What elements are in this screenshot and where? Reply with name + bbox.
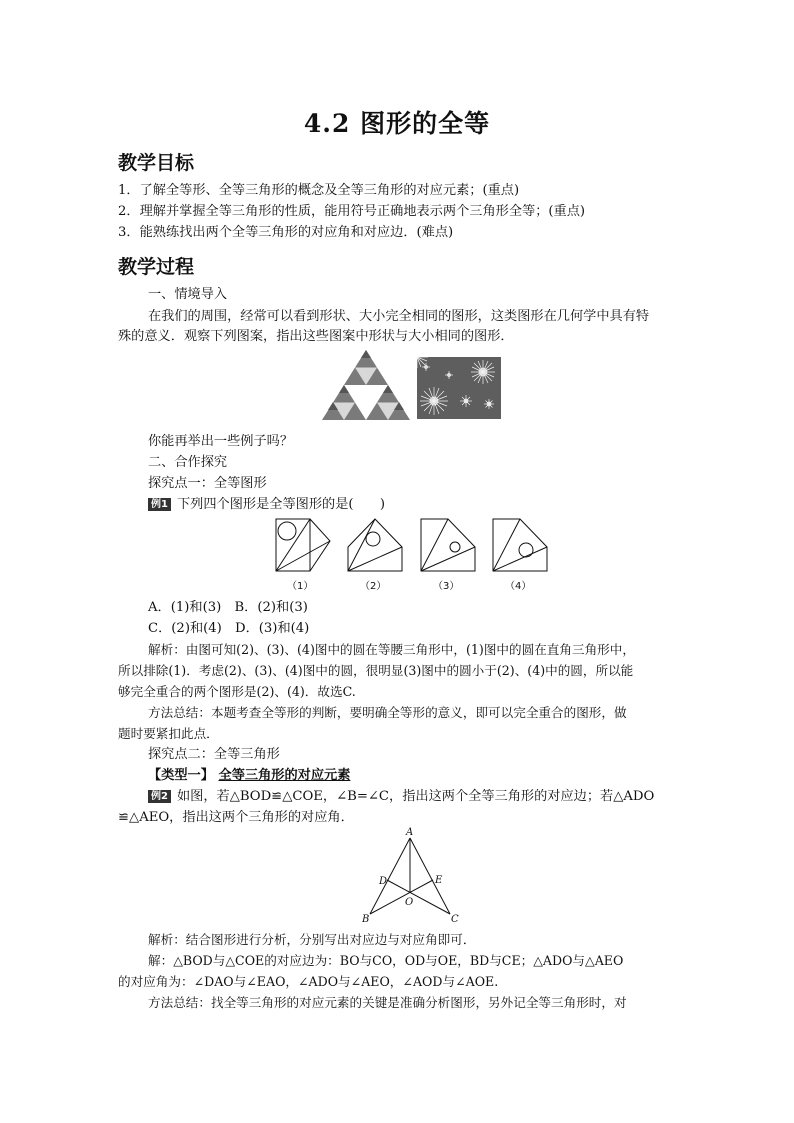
goal-item-1: 1．了解全等形、全等三角形的概念及全等三角形的对应元素；(重点) bbox=[118, 183, 520, 198]
type1-prefix: 【类型一】 bbox=[148, 768, 214, 783]
example1-text: 下列四个图形是全等图形的是( ) bbox=[176, 497, 386, 512]
example2-solution-1: 解：△BOD与△COE的对应边为：BO与CO，OD与OE，BD与CE；△ADO与△AEO bbox=[148, 953, 624, 968]
figure-1 bbox=[272, 517, 332, 573]
example2-text-1: 如图，若△BOD≌△COE，∠B=∠C，指出这两个全等三角形的对应边；若△ADO bbox=[176, 789, 655, 804]
figure-2 bbox=[345, 517, 405, 573]
goal-item-3: 3．能熟练找出两个全等三角形的对应角和对应边．(难点) bbox=[118, 225, 454, 240]
example1-analysis-2: 所以排除(1)．考虑(2)、(3)、(4)图中的圆，很明显(3)图中的圆小于(2)、(4)中的圆，所以能 bbox=[118, 663, 634, 678]
coop-title: 二、合作探究 bbox=[148, 455, 228, 470]
process-heading: 教学过程 bbox=[118, 256, 195, 278]
point-b-label: B bbox=[362, 914, 370, 925]
example1-analysis-1: 解析：由图可知(2)、(3)、(4)图中的圆在等腰三角形中，(1)图中的圆在直角三角形中， bbox=[148, 642, 635, 657]
point-a-label: A bbox=[406, 827, 414, 838]
example1-options-2: C．(2)和(4) D．(3)和(4) bbox=[148, 621, 310, 636]
example2-line-1 bbox=[148, 787, 654, 807]
intro-line-2: 殊的意义．观察下列图案，指出这些图案中形状与大小相同的图形． bbox=[118, 329, 514, 344]
figure-4 bbox=[490, 517, 550, 573]
example1-summary-1: 方法总结：本题考查全等形的判断，要明确全等形的意义，即可以完全重合的图形，做 bbox=[148, 705, 627, 720]
flower-pattern-image bbox=[417, 357, 501, 419]
example1-line bbox=[148, 495, 385, 515]
figure-4-label: （4） bbox=[505, 581, 532, 592]
triangle-figure bbox=[355, 826, 465, 926]
type1-title: 全等三角形的对应元素 bbox=[218, 768, 351, 783]
sierpinski-triangle-image bbox=[322, 350, 410, 420]
point-e-label: E bbox=[435, 875, 443, 886]
figure-3 bbox=[418, 517, 478, 573]
example2-line-2: ≌△AEO，指出这两个三角形的对应角． bbox=[118, 810, 354, 825]
example2-analysis: 解析：结合图形进行分析，分别写出对应边与对应角即可． bbox=[148, 932, 476, 947]
goal-item-2: 2．理解并掌握全等三角形的性质，能用符号正确地表示两个三角形全等；(重点) bbox=[118, 204, 586, 219]
page-title: 4.2 图形的全等 bbox=[303, 109, 491, 138]
figure-3-label: （3） bbox=[433, 581, 460, 592]
question-line: 你能再举出一些例子吗？ bbox=[148, 434, 294, 449]
point2-title: 探究点二：全等三角形 bbox=[148, 747, 280, 762]
example1-summary-2: 题时要紧扣此点． bbox=[118, 726, 219, 741]
figure-1-label: （1） bbox=[287, 581, 314, 592]
type1-heading bbox=[148, 766, 350, 786]
example2-solution-2: 的对应角为：∠DAO与∠EAO，∠ADO与∠AEO，∠AOD与∠AOE. bbox=[118, 974, 499, 989]
example2-badge: 例2 bbox=[148, 790, 171, 803]
goals-heading: 教学目标 bbox=[118, 152, 195, 174]
example1-analysis-3: 够完全重合的两个图形是(2)、(4)．故选C. bbox=[118, 684, 356, 699]
intro-line-1: 在我们的周围，经常可以看到形状、大小完全相同的图形，这类图形在几何学中具有特 bbox=[148, 309, 650, 324]
point-o-label: O bbox=[405, 897, 414, 908]
point-d-label: D bbox=[379, 876, 388, 887]
example1-options-1: A．(1)和(3) B．(2)和(3) bbox=[148, 600, 308, 615]
example2-summary: 方法总结：找全等三角形的对应元素的关键是准确分析图形，另外记全等三角形时，对 bbox=[148, 995, 627, 1010]
figure-2-label: （2） bbox=[360, 581, 387, 592]
example1-badge: 例1 bbox=[148, 498, 171, 511]
point-c-label: C bbox=[451, 914, 459, 925]
point1-title: 探究点一：全等图形 bbox=[148, 476, 267, 491]
intro-title: 一、情境导入 bbox=[148, 287, 228, 302]
